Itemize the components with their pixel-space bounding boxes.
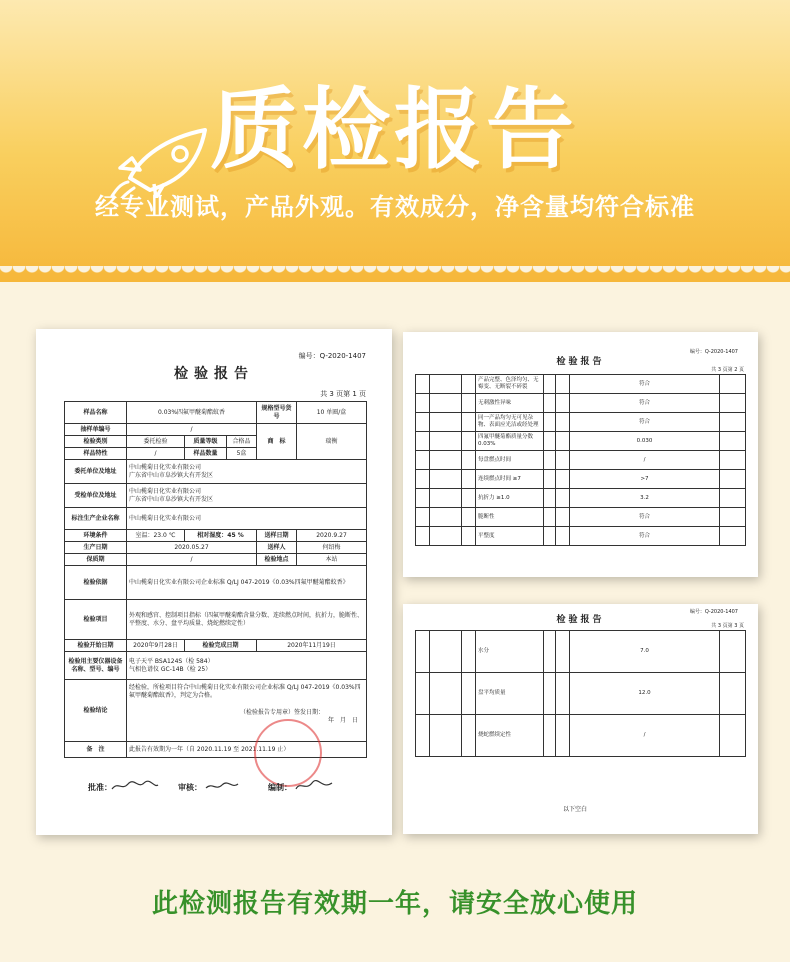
table-row: 标注生产企业名称 中山榄菊日化实业有限公司 bbox=[65, 508, 367, 530]
report-page-3 bbox=[403, 604, 758, 834]
report-number: 编号：Q-2020-1407 bbox=[298, 352, 366, 360]
table-row: 样品特性 / 样品数量 5盒 bbox=[65, 448, 367, 460]
table-row: 水分 7.0 bbox=[416, 631, 746, 673]
table-row: 检验类别 委托检验 质量等级 合格品 bbox=[65, 436, 367, 448]
table-row: 检验结论 经检验，所检项目符合中山榄菊日化实业有限公司企业标准 Q/LJ 047-2019《0.03%四氟甲醚菊酯蚊香》，判定为合格。 （检验报告专用章）签发日期： 年 月 日 bbox=[65, 680, 367, 742]
footer-note: 此检测报告有效期一年，请安全放心使用 bbox=[151, 889, 638, 919]
author-signature: 编制： bbox=[268, 783, 292, 792]
report-number: 编号：Q-2020-1407 bbox=[689, 349, 738, 355]
table-row: 盘平均质量 12.0 bbox=[416, 673, 746, 715]
signature-scribble-icon bbox=[294, 779, 334, 793]
table-row: 无刺激性异味 符合 bbox=[416, 394, 746, 413]
table-row: 检验项目 外观和感官、控制项目指标（四氟甲醚菊酯含量分数、连续燃点时间，抗折力，脆断性、平整度、水分、盘平均质量、烧蛇燃续定性） bbox=[65, 600, 367, 640]
table-row: 烧蛇燃续定性 / bbox=[416, 715, 746, 757]
approver-signature: 批准： bbox=[88, 783, 112, 792]
page-indicator: 共 3 页第 2 页 bbox=[711, 367, 744, 373]
report-title: 检验报告 bbox=[556, 357, 605, 367]
table-row: 每盘燃点时间 / bbox=[416, 451, 746, 470]
table-row: 检验开始日期 2020年9月28日 检验完成日期 2020年11月19日 bbox=[65, 640, 367, 652]
table-row: 连续燃点时间 ≥7 >7 bbox=[416, 470, 746, 489]
reviewer-signature: 审核： bbox=[178, 783, 202, 792]
table-row: 抽样单编号 / 商 标 瑞衡 bbox=[65, 424, 367, 436]
table-row: 受检单位及地址 中山榄菊日化实业有限公司 广东省中山市阜沙镇大有开发区 bbox=[65, 484, 367, 508]
table-row: 样品名称 0.03%四氟甲醚菊酯蚊香 规格型号货号 10 单圈/盒 bbox=[65, 402, 367, 424]
table-row: 检验用主要仪器设备名称、型号、编号 电子天平 BSA124S（检 584） 气相色谱仪 GC-14B（检 25） bbox=[65, 652, 367, 680]
table-row: 产品完整、色泽均匀、无霉变、无断裂不碎裂 符合 bbox=[416, 375, 746, 394]
report-table bbox=[415, 630, 746, 757]
page-indicator: 共 3 页第 3 页 bbox=[711, 623, 744, 629]
report-number: 编号：Q-2020-1407 bbox=[689, 609, 738, 615]
table-row: 抗折力 ≥1.0 3.2 bbox=[416, 489, 746, 508]
table-row: 脆断性 符合 bbox=[416, 508, 746, 527]
signature-scribble-icon bbox=[110, 779, 160, 793]
rocket-icon bbox=[110, 118, 220, 198]
table-row: 生产日期 2020.05.27 送样人 何绍梅 bbox=[65, 542, 367, 554]
table-row: 委托单位及地址 中山榄菊日化实业有限公司 广东省中山市阜沙镇大有开发区 bbox=[65, 460, 367, 484]
table-row: 环境条件 室温：23.0 ℃ 相对湿度：45 % 送样日期 2020.9.27 bbox=[65, 530, 367, 542]
signature-scribble-icon bbox=[204, 779, 240, 793]
table-row: 四氟甲醚菊酯质量分数 0.03% 0.030 bbox=[416, 432, 746, 451]
table-row: 同一产品均匀无可见杂物、表面应光洁或经处理 符合 bbox=[416, 413, 746, 432]
report-table bbox=[64, 401, 367, 758]
page-subtitle: 经专业测试，产品外观。有效成分，净含量均符合标准 bbox=[95, 193, 695, 221]
report-table bbox=[415, 374, 746, 546]
table-row: 平整度 符合 bbox=[416, 527, 746, 546]
end-of-report-text: 以下空白 bbox=[563, 806, 588, 813]
header-banner bbox=[0, 0, 790, 282]
report-title: 检验报告 bbox=[174, 366, 254, 382]
report-title: 检验报告 bbox=[556, 615, 605, 625]
page-title: 质检报告 bbox=[210, 78, 579, 181]
table-row: 检验依据 中山榄菊日化实业有限公司企业标准 Q/LJ 047-2019《0.03%四氟甲醚菊酯蚊香》 bbox=[65, 566, 367, 600]
report-page-2 bbox=[403, 332, 758, 577]
report-page-1 bbox=[36, 329, 392, 835]
table-row: 保质期 / 检验地点 本站 bbox=[65, 554, 367, 566]
table-row: 备 注 此报告有效期为一年（自 2020.11.19 至 2021.11.19 止） bbox=[65, 742, 367, 758]
red-seal-stamp bbox=[254, 719, 322, 787]
page-indicator: 共 3 页第 1 页 bbox=[320, 390, 366, 398]
